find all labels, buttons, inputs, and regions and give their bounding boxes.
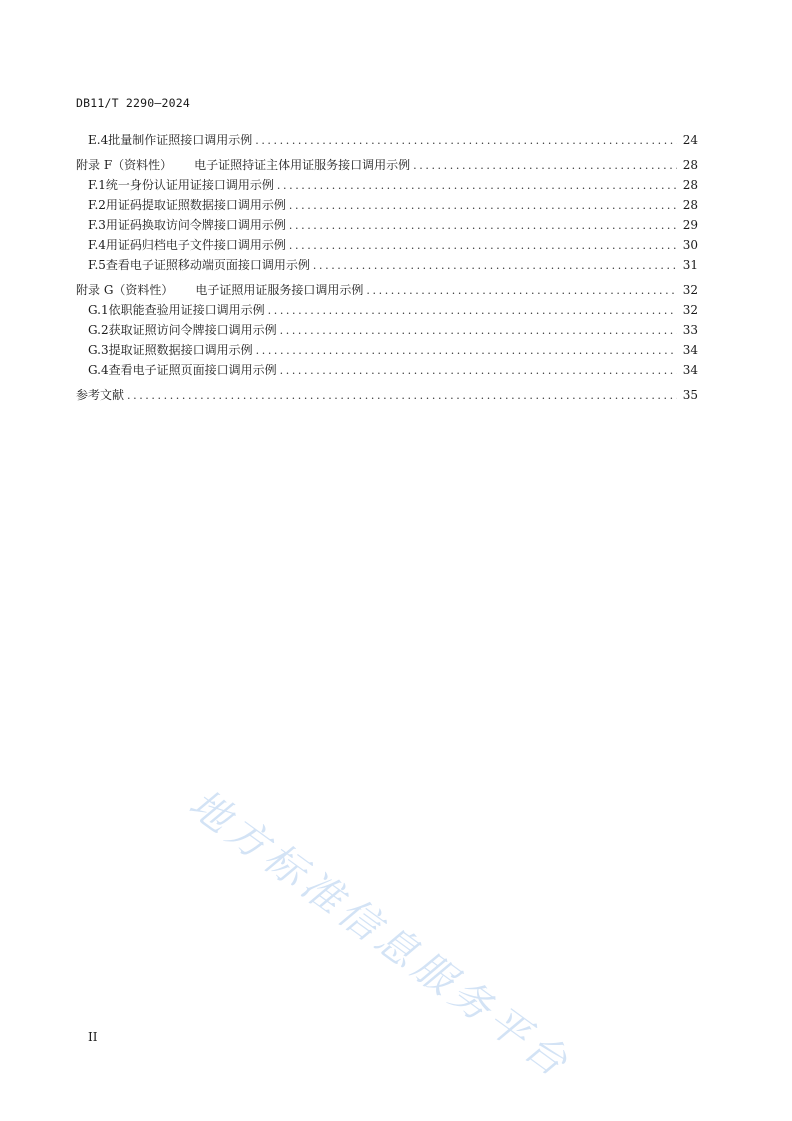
toc-leader-dots: [289, 196, 677, 216]
toc-entry-references[interactable]: [76, 385, 698, 405]
toc-entry-title: 查看电子证照移动端页面接口调用示例: [105, 258, 310, 272]
page-number-footer: II: [88, 1030, 98, 1044]
toc-entry-page: 34: [682, 343, 698, 357]
toc-leader-dots: [255, 131, 677, 151]
toc-entry-page: 32: [682, 303, 698, 317]
toc-entry-appendix-f[interactable]: [76, 155, 698, 175]
toc-entry-title: 电子证照持证主体用证服务接口调用示例: [194, 158, 411, 172]
toc-entry-number: G.4: [88, 363, 109, 377]
toc-leader-dots: [256, 341, 677, 361]
toc-entry-f3[interactable]: [76, 215, 698, 235]
table-of-contents: [76, 130, 698, 405]
watermark-text: 地方标准信息服务平台: [180, 780, 580, 1089]
toc-leader-dots: [277, 176, 677, 196]
toc-entry-title: 查看电子证照页面接口调用示例: [108, 363, 277, 377]
toc-entry-title: 批量制作证照接口调用示例: [108, 133, 253, 147]
toc-entry-number: 附录 F（资料性）: [76, 158, 173, 172]
toc-leader-dots: [268, 301, 677, 321]
toc-entry-title: 获取证照访问令牌接口调用示例: [108, 323, 277, 337]
toc-entry-title: 电子证照用证服务接口调用示例: [195, 283, 364, 297]
toc-leader-dots: [413, 156, 677, 176]
toc-entry-title: 参考文献: [76, 388, 125, 402]
toc-entry-number: F.1: [88, 178, 106, 192]
toc-entry-title: 用证码提取证照数据接口调用示例: [105, 198, 286, 212]
toc-entry-f2[interactable]: [76, 195, 698, 215]
toc-entry-number: F.2: [88, 198, 106, 212]
toc-entry-number: F.3: [88, 218, 106, 232]
toc-entry-page: 35: [682, 388, 698, 402]
toc-entry-f1[interactable]: [76, 175, 698, 195]
toc-entry-e4[interactable]: [76, 130, 698, 150]
toc-entry-page: 32: [682, 283, 698, 297]
toc-leader-dots: [280, 321, 677, 341]
toc-entry-appendix-g[interactable]: [76, 280, 698, 300]
toc-entry-page: 28: [682, 178, 698, 192]
toc-entry-number: G.2: [88, 323, 109, 337]
toc-entry-title: 依职能查验用证接口调用示例: [108, 303, 265, 317]
toc-entry-number: F.5: [88, 258, 106, 272]
toc-leader-dots: [289, 236, 677, 256]
toc-entry-page: 28: [682, 198, 698, 212]
toc-entry-number: E.4: [88, 133, 109, 147]
toc-entry-title: 用证码换取访问令牌接口调用示例: [105, 218, 286, 232]
toc-entry-title: 用证码归档电子文件接口调用示例: [105, 238, 286, 252]
toc-entry-page: 28: [682, 158, 698, 172]
toc-entry-number: F.4: [88, 238, 106, 252]
toc-entry-page: 24: [682, 133, 698, 147]
toc-entry-number: G.3: [88, 343, 109, 357]
toc-entry-title: 提取证照数据接口调用示例: [108, 343, 253, 357]
toc-entry-f4[interactable]: [76, 235, 698, 255]
toc-entry-page: 33: [682, 323, 698, 337]
toc-entry-f5[interactable]: [76, 255, 698, 275]
toc-leader-dots: [366, 281, 677, 301]
toc-entry-number: 附录 G（资料性）: [76, 283, 174, 297]
toc-leader-dots: [280, 361, 677, 381]
toc-entry-g2[interactable]: [76, 320, 698, 340]
toc-leader-dots: [127, 386, 677, 406]
toc-entry-page: 29: [682, 218, 698, 232]
toc-entry-page: 31: [682, 258, 698, 272]
toc-leader-dots: [289, 216, 677, 236]
toc-entry-page: 34: [682, 363, 698, 377]
toc-entry-g3[interactable]: [76, 340, 698, 360]
document-code-header: DB11/T 2290—2024: [76, 96, 190, 110]
toc-entry-g1[interactable]: [76, 300, 698, 320]
toc-leader-dots: [313, 256, 677, 276]
toc-entry-title: 统一身份认证用证接口调用示例: [105, 178, 274, 192]
toc-entry-g4[interactable]: [76, 360, 698, 380]
toc-entry-number: G.1: [88, 303, 109, 317]
toc-entry-page: 30: [682, 238, 698, 252]
